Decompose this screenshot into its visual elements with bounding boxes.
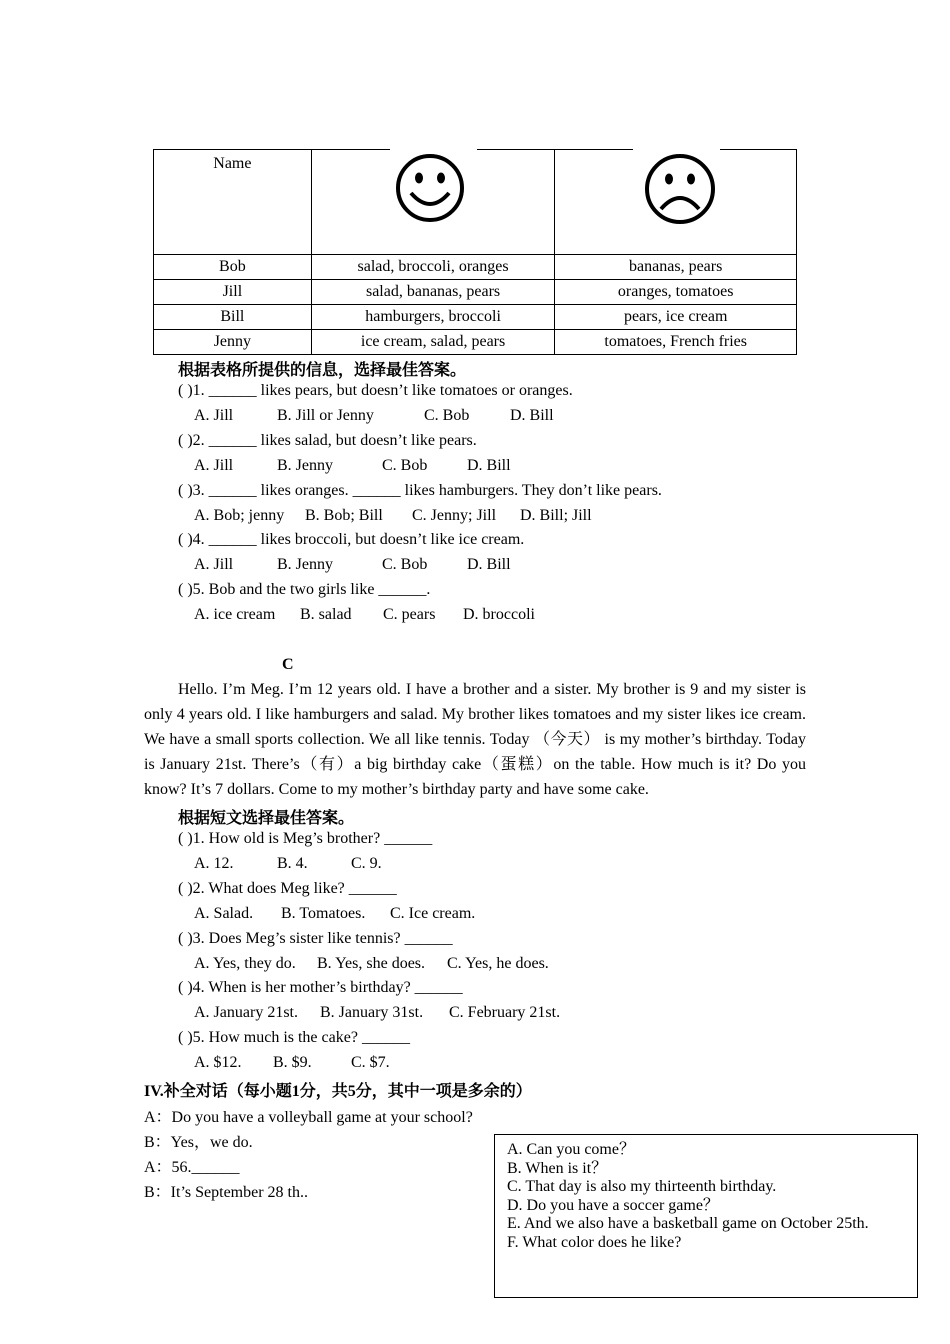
option: A. Jill <box>194 457 234 474</box>
option: C. pears <box>383 606 436 623</box>
question-stem: ( )2. ______ likes salad, but doesn’t like pears. <box>178 432 477 449</box>
answer-option: F. What color does he like? <box>507 1233 682 1251</box>
option: A. Jill <box>194 556 234 573</box>
question-stem: ( )1. How old is Meg’s brother? ______ <box>178 830 433 847</box>
option: C. Jenny; Jill <box>412 507 497 524</box>
row-name: Jill <box>154 280 312 305</box>
answer-options-box <box>494 1134 918 1298</box>
option: B. Yes, she does. <box>317 955 426 972</box>
passage-text: Hello. I’m Meg. I’m 12 years old. I have a brother and a sister. My brother is 9 and my sister is only 4 years old. I like hamburgers and salad. My brother likes tomatoes and my sister likes ice cream. We have a small sports collection. We all like tennis. Today （今天） is my mother’s birthday. Today is January 21st. There’s（有）a big birthday cake（蛋糕）on the table. How much is it? Do you know? It’s 7 dollars. Come to my mother’s birthday party and have some cake. <box>144 681 806 798</box>
answer-option: E. And we also have a basketball game on October 25th. <box>507 1215 869 1233</box>
question-stem: ( )4. ______ likes broccoli, but doesn’t like ice cream. <box>178 531 525 548</box>
dialogue-line: A：56.______ <box>144 1159 240 1176</box>
question-stem: ( )3. Does Meg’s sister like tennis? ______ <box>178 930 453 947</box>
question-stem: ( )2. What does Meg like? ______ <box>178 880 397 897</box>
option: D. Bill <box>467 556 511 573</box>
option: B. January 31st. <box>320 1004 424 1021</box>
option: C. Bob <box>382 457 428 474</box>
dialogue-line: B：It’s September 28 th.. <box>144 1184 308 1201</box>
answer-option: B. When is it？ <box>507 1159 608 1177</box>
smiley-face-icon <box>394 153 466 225</box>
option: C. 9. <box>351 855 382 872</box>
option: C. Bob <box>382 556 428 573</box>
table-row <box>154 330 797 355</box>
sad-face-icon <box>643 153 717 227</box>
answer-option: C. That day is also my thirteenth birthday. <box>507 1178 777 1196</box>
option: A. Yes, they do. <box>194 955 296 972</box>
question-stem: ( )3. ______ likes oranges. ______ likes hamburgers. They don’t like pears. <box>178 482 662 499</box>
row-dislikes: bananas, pears <box>555 255 797 280</box>
option: A. ice cream <box>194 606 276 623</box>
section-c-heading: C <box>282 656 294 673</box>
option: A. Jill <box>194 407 234 424</box>
answer-option: D. Do you have a soccer game？ <box>507 1196 719 1214</box>
option: D. Bill <box>467 457 511 474</box>
option: A. Bob; jenny <box>194 507 285 524</box>
table-header-name: Name <box>154 150 312 255</box>
option: B. Jenny <box>277 457 333 474</box>
option: A. January 21st. <box>194 1004 298 1021</box>
section-c-instruction: 根据短文选择最佳答案。 <box>178 810 355 827</box>
row-likes: ice cream, salad, pears <box>311 330 555 355</box>
section-iv-title: IV.补全对话（每小题1分，共5分，其中一项是多余的） <box>144 1083 532 1100</box>
row-likes: salad, broccoli, oranges <box>311 255 555 280</box>
row-dislikes: tomatoes, French fries <box>555 330 797 355</box>
option: A. Salad. <box>194 905 254 922</box>
question-stem: ( )5. How much is the cake? ______ <box>178 1029 410 1046</box>
option: C. $7. <box>351 1054 390 1071</box>
table-row <box>154 305 797 330</box>
option: B. Tomatoes. <box>281 905 366 922</box>
question-stem: ( )1. ______ likes pears, but doesn’t like tomatoes or oranges. <box>178 382 573 399</box>
option: C. Yes, he does. <box>447 955 549 972</box>
row-likes: hamburgers, broccoli <box>311 305 555 330</box>
row-name: Jenny <box>154 330 312 355</box>
option: A. 12. <box>194 855 234 872</box>
table-row <box>154 255 797 280</box>
option: D. broccoli <box>463 606 535 623</box>
option: C. Bob <box>424 407 470 424</box>
option: D. Bill; Jill <box>520 507 592 524</box>
option: A. $12. <box>194 1054 242 1071</box>
row-dislikes: pears, ice cream <box>555 305 797 330</box>
row-likes: salad, bananas, pears <box>311 280 555 305</box>
section-b-instruction: 根据表格所提供的信息，选择最佳答案。 <box>178 362 467 379</box>
dialogue-line: B：Yes，we do. <box>144 1134 253 1151</box>
option: B. Jill or Jenny <box>277 407 374 424</box>
row-name: Bill <box>154 305 312 330</box>
question-stem: ( )4. When is her mother’s birthday? ______ <box>178 979 463 996</box>
option: B. Bob; Bill <box>305 507 383 524</box>
option: C. February 21st. <box>449 1004 561 1021</box>
option: B. 4. <box>277 855 308 872</box>
option: B. Jenny <box>277 556 333 573</box>
answer-option: A. Can you come？ <box>507 1141 635 1158</box>
option: B. salad <box>300 606 352 623</box>
option: C. Ice cream. <box>390 905 476 922</box>
table-row <box>154 280 797 305</box>
option: B. $9. <box>273 1054 312 1071</box>
option: D. Bill <box>510 407 554 424</box>
dialogue-line: A：Do you have a volleyball game at your school? <box>144 1109 473 1126</box>
row-name: Bob <box>154 255 312 280</box>
question-stem: ( )5. Bob and the two girls like ______. <box>178 581 431 598</box>
reading-passage <box>144 677 806 802</box>
row-dislikes: oranges, tomatoes <box>555 280 797 305</box>
